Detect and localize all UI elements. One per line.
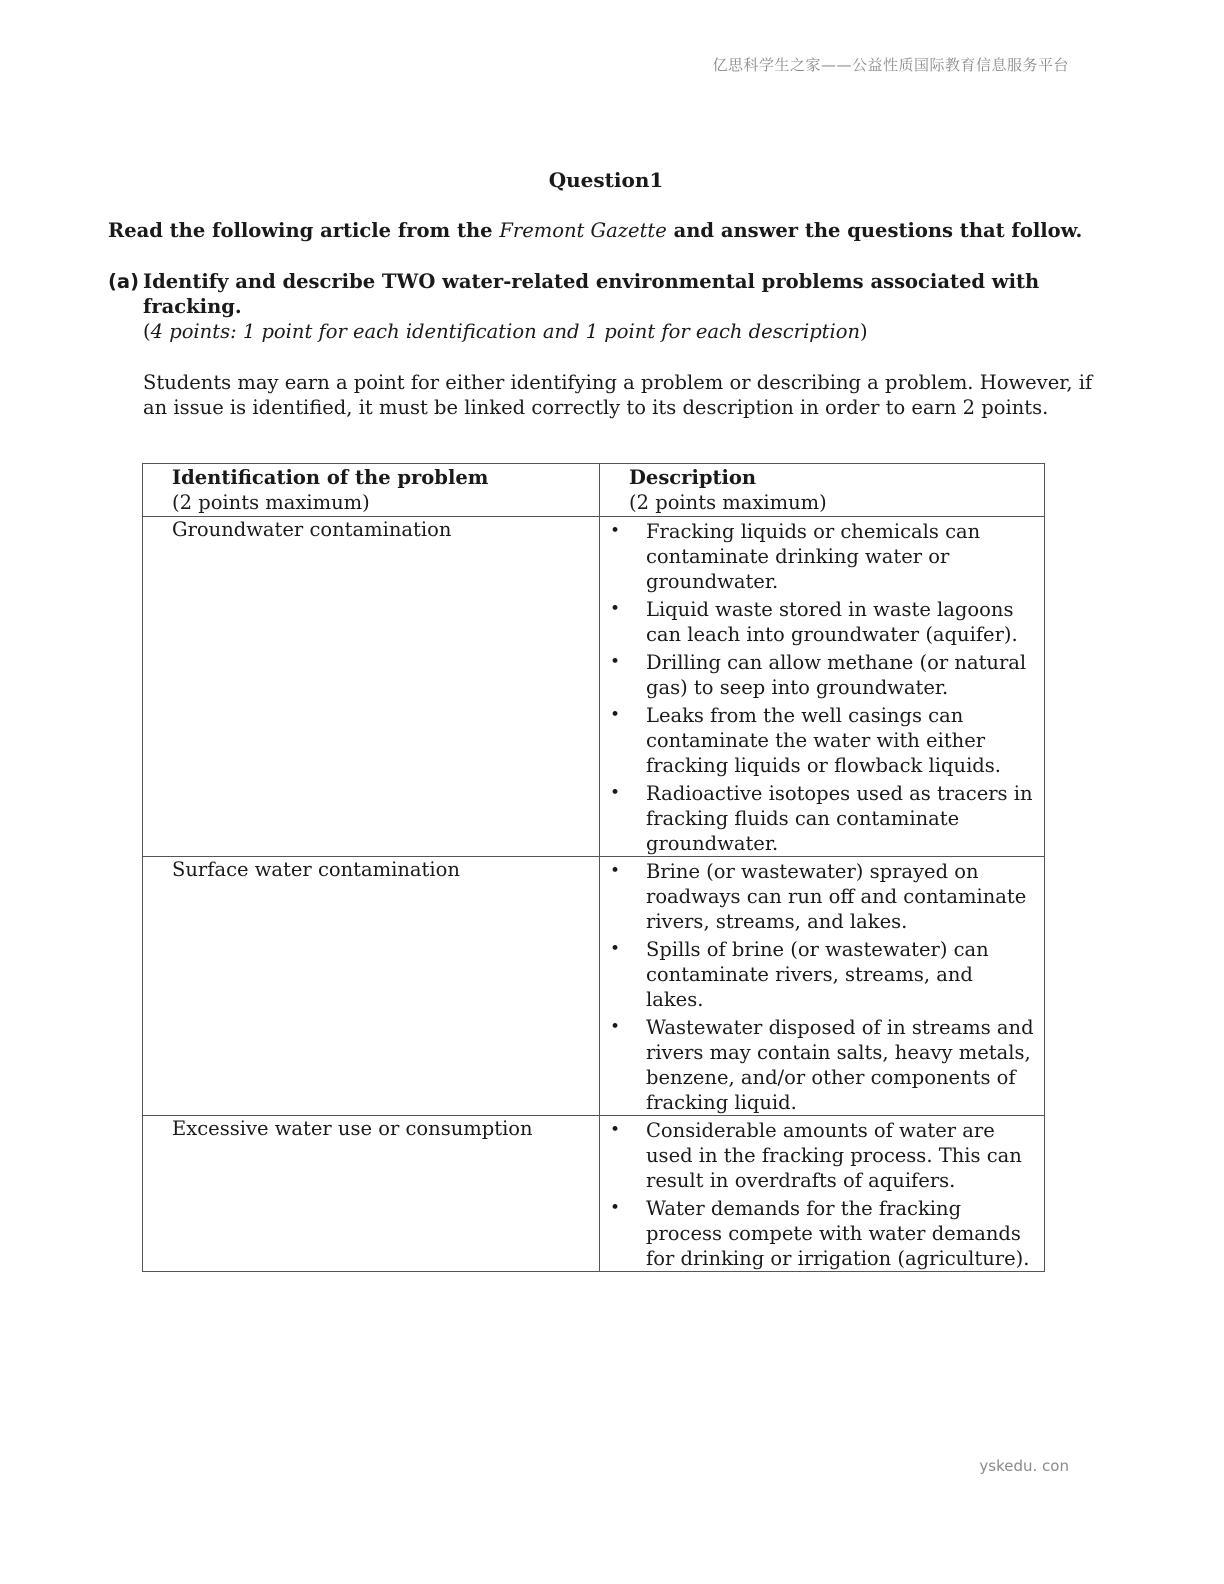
bullet-icon: • bbox=[610, 939, 621, 959]
description-cell bbox=[600, 857, 1045, 1116]
bullet-icon: • bbox=[610, 1120, 621, 1140]
description-text: Fracking liquids or chemicals can contaminate drinking water or groundwater. bbox=[646, 520, 981, 593]
points-close-paren: ) bbox=[860, 320, 868, 343]
description-text: Wastewater disposed of in streams and rivers may contain salts, heavy metals, benzene, and/or other components of fracking liquid. bbox=[646, 1016, 1034, 1114]
part-a-question-text: Identify and describe TWO water-related environmental problems associated with fracking. bbox=[143, 270, 1040, 318]
points-note bbox=[143, 320, 868, 343]
description-item bbox=[610, 703, 1034, 778]
points-text: 4 points: 1 point for each identification and 1 point for each description bbox=[150, 320, 861, 343]
description-item bbox=[610, 650, 1034, 700]
description-item bbox=[610, 1196, 1034, 1271]
intro-text-after: and answer the questions that follow. bbox=[666, 219, 1083, 242]
bullet-icon: • bbox=[610, 1198, 621, 1218]
question-intro bbox=[108, 219, 1082, 242]
footer-watermark-text: yskedu. con bbox=[979, 1457, 1069, 1475]
bullet-icon: • bbox=[610, 652, 621, 672]
bullet-icon: • bbox=[610, 705, 621, 725]
description-list bbox=[600, 857, 1044, 1115]
description-text: Radioactive isotopes used as tracers in fracking fluids can contaminate groundwater. bbox=[646, 782, 1033, 855]
description-item bbox=[610, 937, 1034, 1012]
description-text: Brine (or wastewater) sprayed on roadways can run off and contaminate rivers, streams, and lakes. bbox=[646, 860, 1027, 933]
bullet-icon: • bbox=[610, 521, 621, 541]
description-list bbox=[600, 517, 1044, 856]
description-item bbox=[610, 1118, 1034, 1193]
description-item bbox=[610, 1015, 1034, 1115]
part-a-prompt bbox=[108, 269, 1098, 319]
rubric-header-row bbox=[143, 464, 1045, 517]
header-title: Description bbox=[629, 466, 757, 489]
part-a-marker: (a) bbox=[108, 270, 139, 293]
description-text: Considerable amounts of water are used in the fracking process. This can result in overdrafts of aquifers. bbox=[646, 1119, 1022, 1192]
identification-cell: Excessive water use or consumption bbox=[143, 1116, 600, 1272]
bullet-icon: • bbox=[610, 1017, 621, 1037]
description-cell bbox=[600, 1116, 1045, 1272]
rubric-row bbox=[143, 857, 1045, 1116]
publication-name: Fremont Gazette bbox=[499, 219, 667, 242]
rubric-header-description bbox=[600, 464, 1045, 517]
header-subtitle: (2 points maximum) bbox=[172, 491, 370, 514]
scoring-note: Students may earn a point for either identifying a problem or describing a problem. However, if an issue is identified, it must be linked correctly to its description in order to earn 2 points. bbox=[143, 371, 1093, 419]
bullet-icon: • bbox=[610, 861, 621, 881]
description-text: Leaks from the well casings can contaminate the water with either fracking liquids or flowback liquids. bbox=[646, 704, 1001, 777]
description-text: Liquid waste stored in waste lagoons can leach into groundwater (aquifer). bbox=[646, 598, 1018, 646]
bullet-icon: • bbox=[610, 783, 621, 803]
header-title: Identification of the problem bbox=[172, 466, 489, 489]
description-item bbox=[610, 597, 1034, 647]
description-list bbox=[600, 1116, 1044, 1271]
description-item bbox=[610, 519, 1034, 594]
description-text: Spills of brine (or wastewater) can contaminate rivers, streams, and lakes. bbox=[646, 938, 989, 1011]
rubric-header-identification bbox=[143, 464, 600, 517]
description-text: Water demands for the fracking process compete with water demands for drinking or irrigation (agriculture). bbox=[646, 1197, 1030, 1270]
rubric-table bbox=[142, 463, 1045, 1272]
description-cell bbox=[600, 517, 1045, 857]
header-watermark-text: 亿思科学生之家——公益性质国际教育信息服务平台 bbox=[712, 56, 1069, 74]
identification-cell: Groundwater contamination bbox=[143, 517, 600, 857]
header-subtitle: (2 points maximum) bbox=[629, 491, 827, 514]
bullet-icon: • bbox=[610, 599, 621, 619]
question-title: Question1 bbox=[548, 168, 664, 192]
points-open-paren: ( bbox=[143, 320, 151, 343]
intro-text-before: Read the following article from the bbox=[108, 219, 500, 242]
rubric-row bbox=[143, 517, 1045, 857]
identification-cell: Surface water contamination bbox=[143, 857, 600, 1116]
description-item bbox=[610, 859, 1034, 934]
rubric-row bbox=[143, 1116, 1045, 1272]
description-text: Drilling can allow methane (or natural gas) to seep into groundwater. bbox=[646, 651, 1027, 699]
description-item bbox=[610, 781, 1034, 856]
